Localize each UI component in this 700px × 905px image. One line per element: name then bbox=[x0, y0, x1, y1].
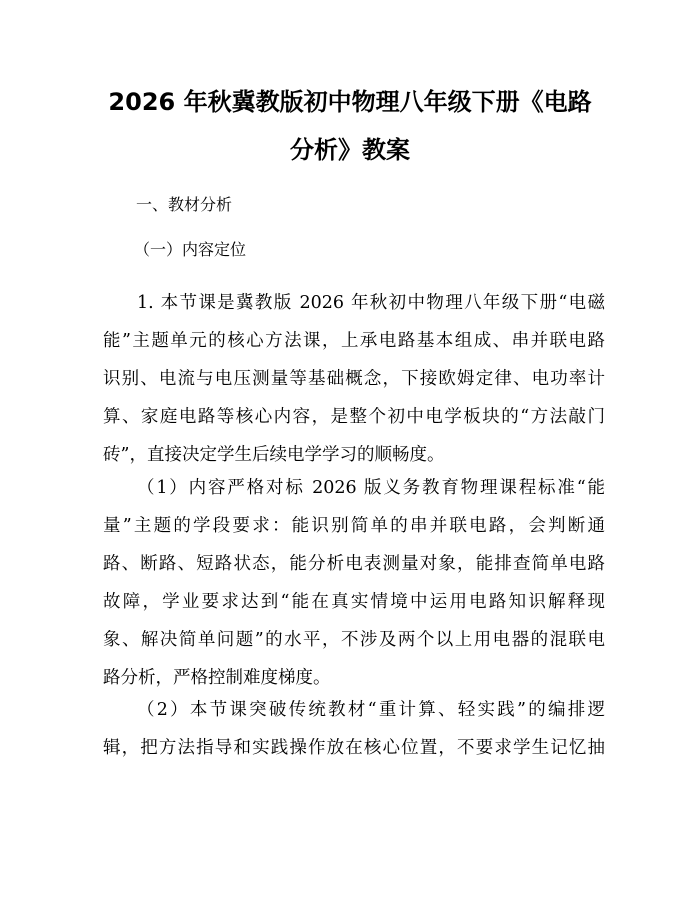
paragraph-content-positioning bbox=[103, 284, 605, 474]
paragraph-line: （1）内容严格对标 2026 版义务教育物理课程标准“能 bbox=[137, 478, 605, 498]
paragraph-line: 路、断路、短路状态，能分析电表测量对象，能排查简单电路 bbox=[103, 554, 605, 574]
paragraph-line: （2）本节课突破传统教材“重计算、轻实践”的编排逻 bbox=[137, 700, 605, 720]
paragraph-line: 砖”，直接决定学生后续电学学习的顺畅度。 bbox=[103, 445, 445, 465]
paragraph-line: 象、解决简单问题”的水平，不涉及两个以上用电器的混联电 bbox=[103, 630, 605, 650]
paragraph-line: 量”主题的学段要求：能识别简单的串并联电路，会判断通 bbox=[103, 516, 605, 536]
paragraph-curriculum-standard bbox=[103, 469, 605, 697]
paragraph-line: 辑，把方法指导和实践操作放在核心位置，不要求学生记忆抽 bbox=[103, 738, 605, 758]
paragraph-teaching-approach bbox=[103, 691, 605, 767]
subsection-heading: （一）内容定位 bbox=[134, 240, 247, 259]
document-title-line-1: 2026 年秋冀教版初中物理八年级下册《电路 bbox=[108, 88, 592, 116]
paragraph-line: 故障，学业要求达到“能在真实情境中运用电路知识解释现 bbox=[103, 592, 605, 612]
paragraph-line: 能”主题单元的核心方法课，上承电路基本组成、串并联电路 bbox=[103, 331, 605, 351]
section-heading: 一、教材分析 bbox=[136, 195, 233, 214]
paragraph-line: 算、家庭电路等核心内容，是整个初中电学板块的“方法敲门 bbox=[103, 407, 605, 427]
paragraph-line: 1. 本节课是冀教版 2026 年秋初中物理八年级下册“电磁 bbox=[137, 293, 605, 313]
document-title-line-2: 分析》教案 bbox=[290, 136, 410, 164]
paragraph-line: 路分析，严格控制难度梯度。 bbox=[103, 668, 331, 688]
paragraph-line: 识别、电流与电压测量等基础概念，下接欧姆定律、电功率计 bbox=[103, 369, 605, 389]
